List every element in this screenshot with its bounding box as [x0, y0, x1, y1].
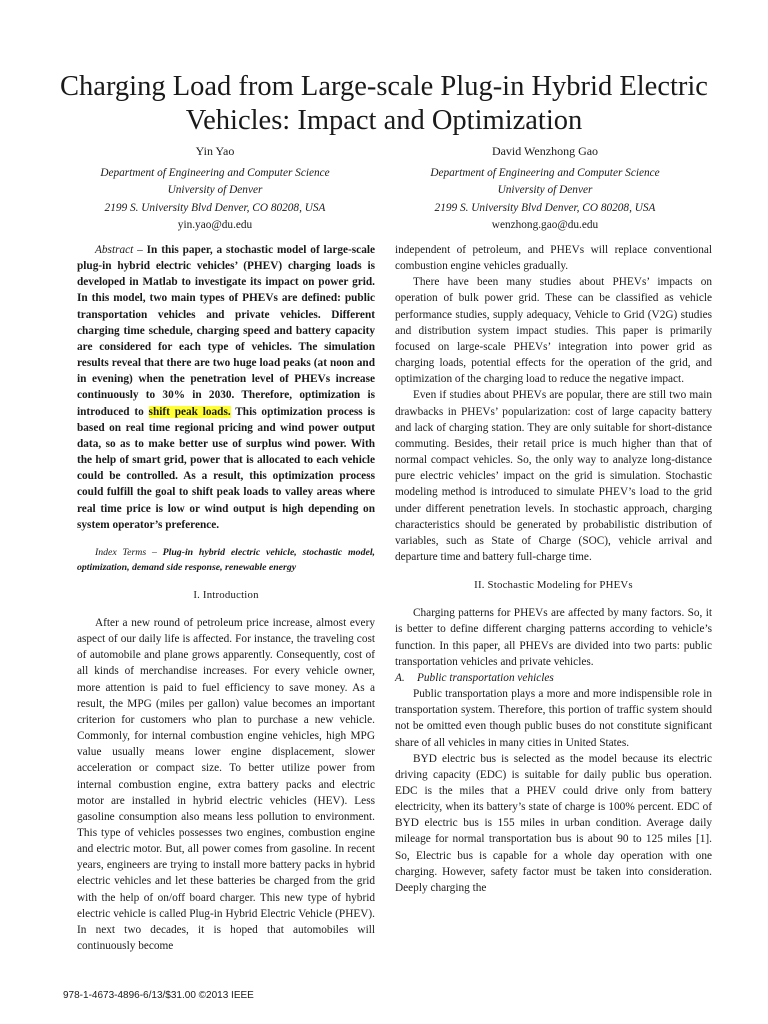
paragraph: Charging patterns for PHEVs are affected by many factors. So, it is better to define different charging patterns according to vehicle’s function. In this paper, all PHEVs are divided into two parts: public transportation vehicles and private vehicles. — [395, 607, 712, 668]
author-name: Yin Yao — [195, 144, 235, 158]
abstract-label: Abstract – — [95, 244, 143, 256]
highlighted-text: shift peak loads. — [148, 405, 231, 418]
author-block-2 — [380, 143, 710, 235]
paragraph: There have been many studies about PHEVs’ impacts on operation of bulk power grid. These can be classified as vehicle performance studies, supply adequacy, Vehicle to Grid (V2G) studies and distribution system impact studies. This paper is primarily focused on large-scale PHEVs’ integration into power grid as charging loads, potential effects for the operation of the grid, and optimization of the charging load to reduce the negative impact. — [395, 276, 712, 386]
paper-title: Charging Load from Large-scale Plug-in Hybrid Electric Vehicles: Impact and Optimization — [60, 71, 708, 136]
right-column — [395, 242, 712, 896]
subsection-letter: A. — [395, 671, 405, 684]
copyright-footer: 978-1-4673-4896-6/13/$31.00 ©2013 IEEE — [63, 990, 254, 1001]
subsection-heading — [395, 670, 712, 686]
paragraph: BYD electric bus is selected as the model because its electric driving capacity (EDC) is suitable for daily public bus operation. EDC is the miles that a PHEV could drive only from battery electricity, when its battery’s state of charge is 100% percent. EDC of BYD electric bus is 155 miles in urban condition. Average daily mileage for normal transportation bus is about 90 to 125 miles [1]. So, Electric bus is capable for a whole day operation with one charging. However, safety factor must be taken into consideration. Deeply charging the — [395, 752, 712, 894]
author-block-1 — [50, 143, 380, 235]
index-terms-label: Index Terms – — [95, 546, 157, 558]
abstract — [77, 242, 375, 533]
abstract-text-1: In this paper, a stochastic model of large-scale plug-in hybrid electric vehicles’ (PHEV) charging loads is developed in Matlab to investigate its impact on power grid. In this model, two main types of PHEVs are defined: public transportation vehicles and private vehicles. Different charging time schedule, charging speed and battery capacity are considered for each type of vehicles. The simulation results reveal that there are two huge load peaks (at noon and in evening) when the penetration level of PHEVs increase continuously to 30% in 2030. Therefore, optimization is introduced to — [77, 244, 375, 418]
left-column — [77, 242, 375, 954]
paragraph: Even if studies about PHEVs are popular, there are still two main drawbacks in PHEVs’ popularization: cost of large capacity battery and lack of charging station. They are only suitable for short-distance commuting. Besides, their retail price is much higher than that of normal compact vehicles. So, the only way to analyze long-distance pure electric vehicles’ impact on the grid is simulation. Stochastic modeling method is introduced to simulate PHEV’s load to the grid under different penetration levels. In stochastic approach, charging characteristics should be generated by probabilistic distribution of variables, such as State of Charge (SOC), vehicle arrival and departure time and battery full-charge time. — [395, 389, 712, 563]
author-name: David Wenzhong Gao — [491, 144, 599, 158]
paragraph: Public transportation plays a more and more indispensible role in transportation system. Therefore, this portion of traffic system should not be omitted even though public buses do not constitute significant share of all vehicles in many cities in United States. — [395, 688, 712, 749]
author-address: 2199 S. University Blvd Denver, CO 80208, USA — [104, 201, 326, 214]
index-terms-text: Plug-in hybrid electric vehicle, stochastic model, optimization, demand side response, renewable energy — [77, 546, 375, 573]
author-university: University of Denver — [167, 184, 263, 196]
subsection-title: Public transportation vehicles — [417, 671, 554, 684]
paragraph: independent of petroleum, and PHEVs will replace conventional combustion engine vehicles gradually. — [395, 244, 712, 273]
section-heading-introduction: I. Introduction — [193, 588, 259, 601]
abstract-text-2: This optimization process is based on real time regional pricing and wind power output data, so as to make better use of surplus wind power. With the help of smart grid, power that is allocated to each vehicle could be controlled. As a result, this optimization process could fulfill the goal to shift peak loads to valley areas where real time price is low or wind output is high depending on system operator’s preference. — [77, 405, 376, 531]
author-department: Department of Engineering and Computer Science — [430, 166, 660, 179]
index-terms — [77, 545, 375, 575]
author-university: University of Denver — [497, 184, 593, 196]
author-email: wenzhong.gao@du.edu — [491, 219, 599, 231]
author-department: Department of Engineering and Computer Science — [100, 166, 330, 179]
author-address: 2199 S. University Blvd Denver, CO 80208, USA — [434, 201, 656, 214]
paragraph: After a new round of petroleum price increase, almost every aspect of our daily life is affected. For instance, the traveling cost of automobile and plane grows apparently. Consequently, cost of all kinds of merchandise increases. For every vehicle owner, more attention is paid to fuel efficiency to save money. As a result, the MPG (miles per gallon) value becomes an important criterion for customers who plan to purchase a new vehicle. Commonly, for internal combustion engine vehicles, high MPG value usually means lower engine displacement, slower acceleration or compact size. To better utilize power from internal combustion engine, extra battery packs and electric motor are installed in hybrid electric vehicles (HEV). Less gasoline consumption also means less pollution to environment. This type of vehicles possesses two engines, combustion engine and electric motor. But, all power comes from gasoline. In recent years, engineers are trying to install more battery packs in hybrid electric vehicles and let these batteries be charged from the grid with the help of on/off board charger. This new type of hybrid electric vehicle is called Plug-in Hybrid Electric Vehicle (PHEV). In next two decades, it is hoped that automobiles will continuously become — [77, 616, 375, 953]
section-heading-stochastic-modeling: II. Stochastic Modeling for PHEVs — [474, 579, 633, 592]
author-email: yin.yao@du.edu — [177, 219, 253, 231]
